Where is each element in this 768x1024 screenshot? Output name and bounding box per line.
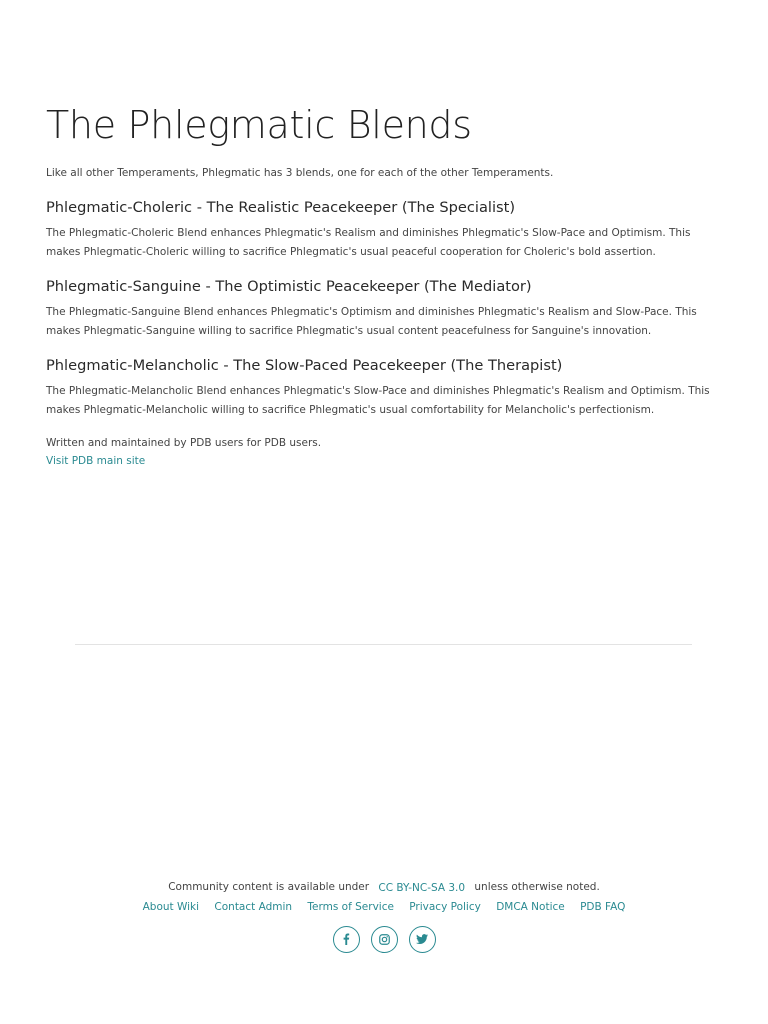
footer-link-contact-admin[interactable]: Contact Admin xyxy=(214,900,293,913)
footer-link-pdb-faq[interactable]: PDB FAQ xyxy=(580,900,626,913)
license-link[interactable]: CC BY-NC-SA 3.0 xyxy=(378,881,466,894)
section-body-melancholic: The Phlegmatic-Melancholic Blend enhances Phlegmatic's Slow-Pace and diminishes Phlegmatic's Realism and Optimism. This makes Phlegmatic-Melancholic willing to sacrifice Phlegmatic's usual comfortability for Melancholic's perfectionism. xyxy=(46,385,710,416)
facebook-button[interactable] xyxy=(333,926,360,953)
license-prefix: Community content is available under xyxy=(168,881,370,893)
twitter-icon xyxy=(416,934,428,944)
license-suffix: unless otherwise noted. xyxy=(474,881,600,893)
license-line xyxy=(0,878,768,898)
section-heading-choleric: Phlegmatic-Choleric - The Realistic Peacekeeper (The Specialist) xyxy=(46,199,516,216)
facebook-icon xyxy=(342,933,350,945)
site-footer xyxy=(0,878,768,953)
footer-link-terms-of-service[interactable]: Terms of Service xyxy=(307,900,394,913)
footer-link-about-wiki[interactable]: About Wiki xyxy=(142,900,200,913)
section-heading-melancholic: Phlegmatic-Melancholic - The Slow-Paced Peacekeeper (The Therapist) xyxy=(46,357,563,374)
intro-paragraph: Like all other Temperaments, Phlegmatic has 3 blends, one for each of the other Temperaments. xyxy=(46,167,554,179)
footer-divider xyxy=(75,644,692,645)
section-body-sanguine: The Phlegmatic-Sanguine Blend enhances Phlegmatic's Optimism and diminishes Phlegmatic's Realism and Slow-Pace. This makes Phlegmatic-Sanguine willing to sacrifice Phlegmatic's usual content peacefulness for Sanguine's innovation. xyxy=(46,306,697,337)
instagram-button[interactable] xyxy=(371,926,398,953)
section-heading-sanguine: Phlegmatic-Sanguine - The Optimistic Peacekeeper (The Mediator) xyxy=(46,278,532,295)
article xyxy=(46,96,726,470)
visit-main-site-link[interactable]: Visit PDB main site xyxy=(46,455,146,467)
section-body-choleric: The Phlegmatic-Choleric Blend enhances Phlegmatic's Realism and diminishes Phlegmatic's Slow-Pace and Optimism. This makes Phlegmatic-Choleric willing to sacrifice Phlegmatic's usual peaceful cooperation for Choleric's bold assertion. xyxy=(46,227,691,258)
instagram-icon xyxy=(379,934,390,945)
twitter-button[interactable] xyxy=(409,926,436,953)
maintained-by-note: Written and maintained by PDB users for PDB users. xyxy=(46,437,322,449)
social-links xyxy=(0,926,768,953)
page-title: The Phlegmatic Blends xyxy=(46,103,472,147)
footer-links xyxy=(0,898,768,917)
footer-link-privacy-policy[interactable]: Privacy Policy xyxy=(409,900,481,913)
footer-link-dmca-notice[interactable]: DMCA Notice xyxy=(496,900,565,913)
